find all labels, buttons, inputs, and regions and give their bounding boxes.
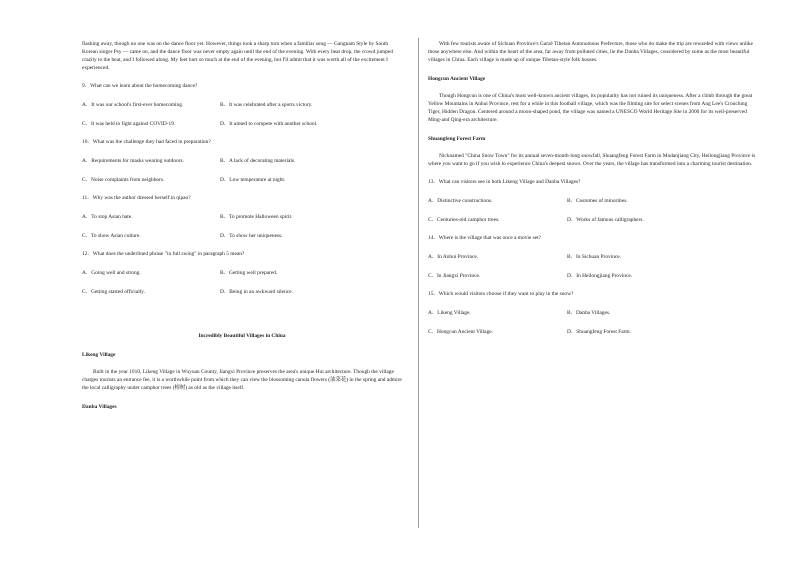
option-c[interactable]: C．Noise complaints from neighbors. xyxy=(82,177,165,183)
section-heading-shuangfeng: Shuangfeng Forest Farm xyxy=(428,136,486,142)
section-heading-likeng: Likeng Village xyxy=(82,352,116,358)
option-d[interactable]: D．To show her uniqueness. xyxy=(220,233,283,239)
option-d[interactable]: D．In Heilongjiang Province. xyxy=(567,273,633,279)
question-text: 11．Why was the author dressed herself in qipao? xyxy=(82,195,191,201)
option-b[interactable]: B．A lack of decorating materials. xyxy=(220,158,296,164)
question-14 xyxy=(428,234,758,280)
question-text: 15．Which would visitors choose if they want to play in the snow? xyxy=(428,291,574,297)
question-9 xyxy=(82,82,402,128)
option-c[interactable]: C．Getting started officially. xyxy=(82,289,145,295)
question-13 xyxy=(428,178,758,224)
question-11 xyxy=(82,194,402,240)
option-d[interactable]: D．Being in an awkward silence. xyxy=(220,289,293,295)
likeng-paragraph: Built in the year 1010, Likeng Village in Wuyuan County, Jiangxi Province preserves the area's unique Hui architecture. Though the village charges tourists an entrance fee, it is a worthwhile point from which they can view the blossoming canola flowers (油菜花) in the spring and admire the local calligraphy under camphor trees (樟树) as old as the village itself. xyxy=(82,369,402,391)
option-a[interactable]: A．It was our school's first-ever homecoming. xyxy=(82,102,184,108)
option-d[interactable]: D．Shuangfeng Forest Farm. xyxy=(567,329,631,335)
option-b[interactable]: B．It was celebrated after a sports victory. xyxy=(220,102,313,108)
option-d[interactable]: D．It aimed to compete with another school. xyxy=(220,121,318,127)
option-a[interactable]: A．Going well and strong. xyxy=(82,270,141,276)
option-c[interactable]: C．To show Asian culture. xyxy=(82,233,141,239)
column-divider xyxy=(418,38,419,528)
passage-title: Incredibly Beautiful Villages in China xyxy=(198,333,286,339)
option-c[interactable]: C．In Jiangxi Province. xyxy=(428,273,481,279)
question-text: 13．What can visitors see in both Likeng Village and Danba Villages? xyxy=(428,179,581,185)
question-12 xyxy=(82,250,402,296)
option-a[interactable]: A．Requirements for masks wearing outdoors. xyxy=(82,158,184,164)
question-text: 9．What can we learn about the homecoming dance? xyxy=(82,83,198,89)
option-a[interactable]: A．To stop Asian hate. xyxy=(82,214,133,220)
option-c[interactable]: C．Hongcun Ancient Village. xyxy=(428,329,494,335)
question-15 xyxy=(428,290,758,336)
option-b[interactable]: B．Getting well prepared. xyxy=(220,270,278,276)
option-b[interactable]: B．Costumes of minorities. xyxy=(567,198,628,204)
option-b[interactable]: B．Danba Villages. xyxy=(567,310,611,316)
question-text: 12．What does the underlined phrase "in full swing" in paragraph 5 mean? xyxy=(82,251,245,257)
option-c[interactable]: C．It was held to fight against COVID-19. xyxy=(82,121,176,127)
question-text: 10．What was the challenge they had faced in preparation? xyxy=(82,139,211,145)
shuangfeng-paragraph: Nicknamed "China Snow Town" for its annual seven-month-long snowfall, Shuangfeng Forest Farm in Mudanjiang City, Heilongjiang Province is where you want to go if you wish to experience China's deepest snows. Over the years, the village has transformed into a charming tourist destination. xyxy=(428,153,756,167)
option-d[interactable]: D．Works of famous calligraphers. xyxy=(567,217,644,223)
danba-paragraph: With few tourists aware of Sichuan Province's Garzê Tibetan Autonomous Prefecture, those who do make the trip are rewarded with views unlike those anywhere else. And within the heart of the area, far away from polluted cities, lie the Danba Villages, considered by some as the most beautiful villages in China. Each village is made up of unique Tibetan-style folk houses. xyxy=(428,41,753,63)
right-column xyxy=(428,40,758,336)
left-column xyxy=(82,40,402,411)
option-a[interactable]: A．Likeng Village. xyxy=(428,310,471,316)
option-c[interactable]: C．Centuries-old camphor trees. xyxy=(428,217,500,223)
question-text: 14．Where is the village that was once a movie set? xyxy=(428,235,542,241)
section-heading-danba: Danba Villages xyxy=(82,404,117,410)
passage-intro: flashing away, though no one was on the dance floor yet. However, things took a sharp turn when a familiar song — Gangnam Style by South Korean singer Psy — came on, and the dance floor was never empty again until the end of the evening. With every beat drop, the crowd jumped crazily to the beat, and I followed along. My feet hurt so much at the end of the evening, but I'll admit that it was worth all of the excitement I experienced. xyxy=(82,41,393,71)
section-heading-hongcun: Hongcun Ancient Village xyxy=(428,76,486,82)
option-b[interactable]: B．In Sichuan Province. xyxy=(567,254,622,260)
option-a[interactable]: A．Distinctive constructions. xyxy=(428,198,493,204)
question-10 xyxy=(82,138,402,184)
option-b[interactable]: B．To promote Halloween spirit. xyxy=(220,214,293,220)
option-a[interactable]: A．In Anhui Province. xyxy=(428,254,479,260)
option-d[interactable]: D．Low temperature at night. xyxy=(220,177,286,183)
hongcun-paragraph: Though Hongcun is one of China's most well-known ancient villages, its popularity has not ruined its uniqueness. After a climb through the great Yellow Mountains in Anhui Province, rest for a while in this football village, which was the filming site for select scenes from Ang Lee's Crouching Tiger, Hidden Dragon. Centered around a moon-shaped pond, the village was named a UNESCO World Heritage Site in 2000 for its well-preserved Ming-and Qing-era architecture. xyxy=(428,93,753,123)
